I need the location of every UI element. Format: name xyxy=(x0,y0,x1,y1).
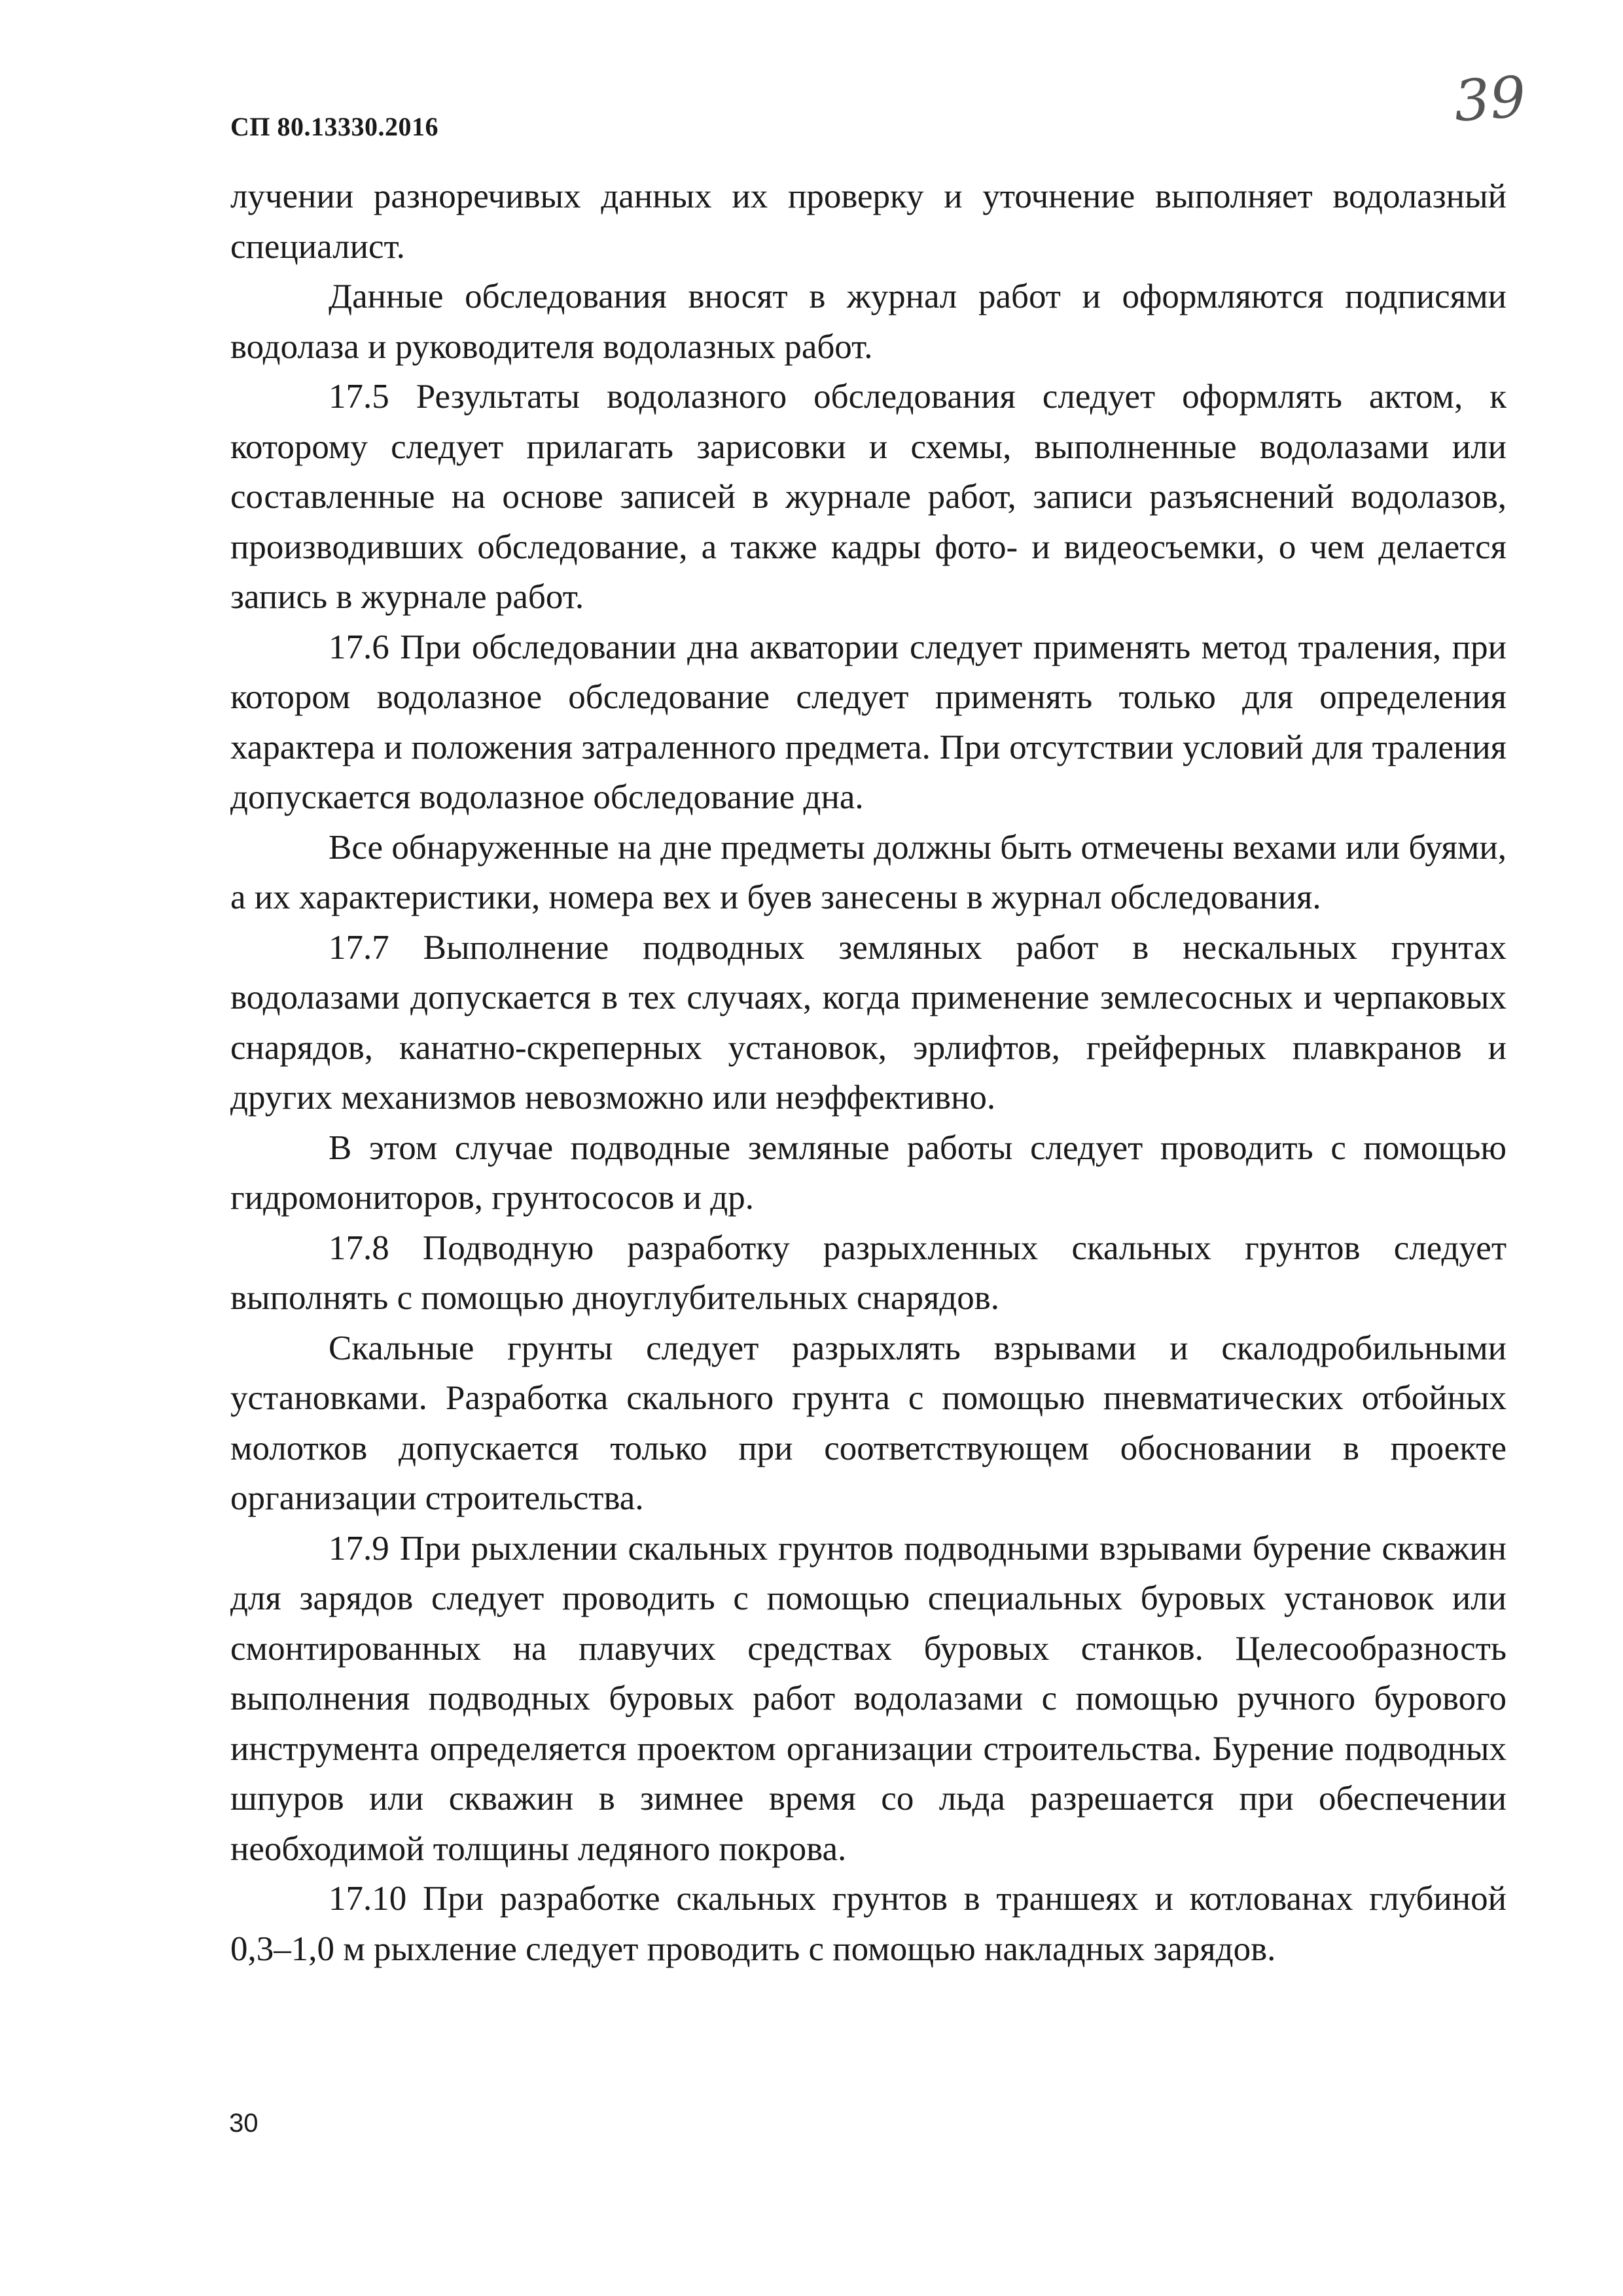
paragraph: В этом случае подводные земляные работы следует проводить с помощью гидромониторов, грунтососов и др. xyxy=(230,1128,1507,1217)
paragraph-17-6: 17.6 При обследовании дна акватории следует применять метод траления, при котором водолазное обследование следует применять только для определения характера и положения затраленного предмета. При отсутствии условий для траления допускается водолазное обследование дна. xyxy=(230,628,1507,816)
document-code-header: СП 80.13330.2016 xyxy=(230,112,438,141)
paragraph: Скальные грунты следует разрыхлять взрывами и скалодробильными установками. Разработка скального грунта с помощью пневматических отбойных молотков допускается только при соответствующем обосновании в проекте организации строительства. xyxy=(230,1329,1507,1517)
paragraph-continuation: лучении разноречивых данных их проверку и уточнение выполняет водолазный специалист. xyxy=(230,177,1507,266)
paragraph-17-5: 17.5 Результаты водолазного обследования следует оформлять актом, к которому следует прилагать зарисовки и схемы, выполненные водолазами или составленные на основе записей в журнале работ, записи разъяснений водолазов, производивших обследование, а также кадры фото- и видеосъемки, о чем делается запись в журнале работ. xyxy=(230,378,1507,616)
paragraph: Данные обследования вносят в журнал работ и оформляются подписями водолаза и руководителя водолазных работ. xyxy=(230,278,1507,366)
page-number: 30 xyxy=(229,2109,259,2138)
handwritten-page-number: 39 xyxy=(1452,64,1528,135)
paragraph: Все обнаруженные на дне предметы должны быть отмечены вехами или буями, а их характеристики, номера вех и буев занесены в журнал обследования. xyxy=(230,828,1507,916)
paragraph-17-7: 17.7 Выполнение подводных земляных работ в нескальных грунтах водолазами допускается в тех случаях, когда применение землесосных и черпаковых снарядов, канатно-скреперных установок, эрлифтов, грейферных плавкранов и других механизмов невозможно или неэффективно. xyxy=(230,928,1507,1117)
paragraph-17-9: 17.9 При рыхлении скальных грунтов подводными взрывами бурение скважин для зарядов следует проводить с помощью специальных буровых установок или смонтированных на плавучих средствах буровых станков. Целесообразность выполнения подводных буровых работ водолазами с помощью ручного бурового инструмента определяется проектом организации строительства. Бурение подводных шпуров или скважин в зимнее время со льда разрешается при обеспечении необходимой толщины ледяного покрова. xyxy=(230,1529,1507,1868)
paragraph-17-10: 17.10 При разработке скальных грунтов в траншеях и котлованах глубиной 0,3–1,0 м рыхление следует проводить с помощью накладных зарядов. xyxy=(230,1880,1507,1968)
body-text xyxy=(230,171,1507,1974)
paragraph-17-8: 17.8 Подводную разработку разрыхленных скальных грунтов следует выполнять с помощью дноуглубительных снарядов. xyxy=(230,1229,1507,1317)
